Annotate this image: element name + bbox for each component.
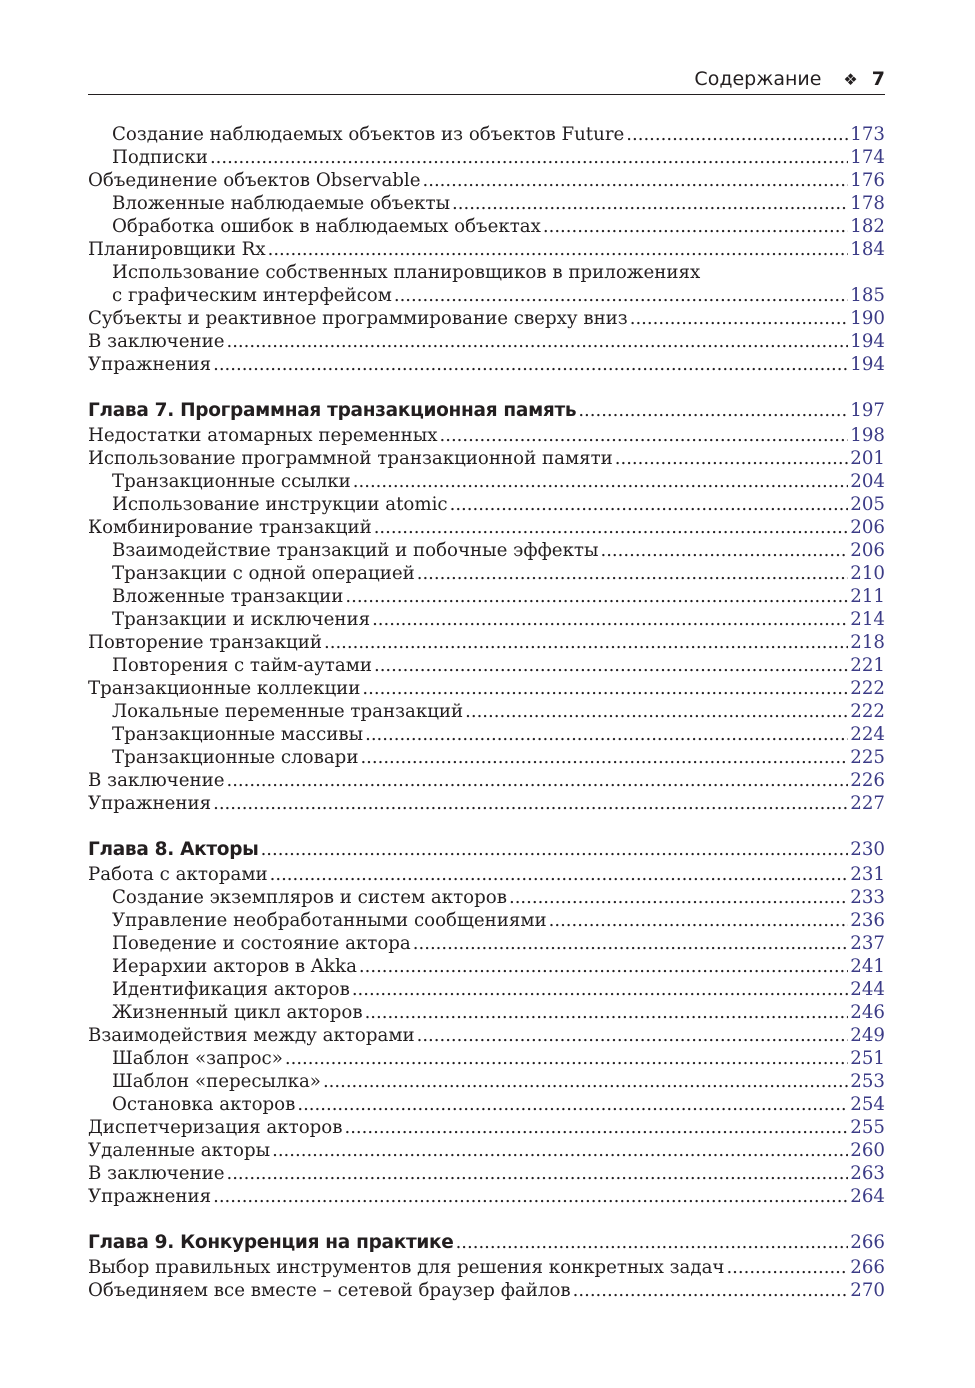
toc-entry[interactable] bbox=[88, 1001, 885, 1024]
chapter-heading[interactable] bbox=[88, 398, 885, 424]
toc-entry[interactable] bbox=[88, 631, 885, 654]
dot-leader bbox=[440, 424, 849, 447]
toc-entry[interactable] bbox=[88, 608, 885, 631]
toc-entry[interactable] bbox=[88, 792, 885, 815]
entry-title: Транзакционные словари bbox=[112, 747, 359, 768]
toc-entry[interactable] bbox=[88, 1024, 885, 1047]
dot-leader bbox=[213, 1185, 848, 1208]
toc-entry[interactable] bbox=[88, 562, 885, 585]
dot-leader bbox=[226, 330, 848, 353]
toc-entry[interactable] bbox=[88, 677, 885, 700]
entry-title: Глава 9. Конкуренция на практике bbox=[88, 1232, 454, 1253]
entry-title: Вложенные наблюдаемые объекты bbox=[112, 193, 451, 214]
dot-leader bbox=[600, 539, 848, 562]
entry-title: Создание экземпляров и систем акторов bbox=[112, 887, 507, 908]
entry-page-number[interactable]: 231 bbox=[850, 864, 885, 885]
entry-title: Глава 7. Программная транзакционная память bbox=[88, 400, 577, 421]
entry-page-number[interactable]: 198 bbox=[850, 425, 885, 446]
entry-title: Шаблон «пересылка» bbox=[112, 1071, 321, 1092]
toc-entry[interactable] bbox=[88, 470, 885, 493]
toc-entry[interactable] bbox=[88, 284, 885, 307]
entry-title: Иерархии акторов в Akka bbox=[112, 956, 357, 977]
toc-entry[interactable] bbox=[88, 169, 885, 192]
dot-leader bbox=[353, 470, 848, 493]
entry-page-number[interactable]: 230 bbox=[850, 839, 885, 860]
entry-title: Обработка ошибок в наблюдаемых объектах bbox=[112, 216, 541, 237]
entry-page-number[interactable]: 221 bbox=[850, 655, 885, 676]
entry-title: Локальные переменные транзакций bbox=[112, 701, 464, 722]
entry-title: Использование программной транзакционной памяти bbox=[88, 448, 613, 469]
toc-entry[interactable] bbox=[88, 330, 885, 353]
toc-entry[interactable] bbox=[88, 700, 885, 723]
entry-title: Планировщики Rx bbox=[88, 239, 266, 260]
entry-page-number[interactable]: 210 bbox=[850, 563, 885, 584]
entry-page-number[interactable]: 236 bbox=[850, 910, 885, 931]
dot-leader bbox=[394, 284, 848, 307]
entry-title: Комбинирование транзакций bbox=[88, 517, 372, 538]
toc-entry[interactable] bbox=[88, 932, 885, 955]
toc-entry[interactable] bbox=[88, 1279, 885, 1302]
entry-title: Работа с акторами bbox=[88, 864, 268, 885]
entry-title: Упражнения bbox=[88, 1186, 212, 1207]
entry-page-number[interactable]: 237 bbox=[850, 933, 885, 954]
entry-page-number[interactable]: 246 bbox=[850, 1002, 885, 1023]
entry-page-number[interactable]: 222 bbox=[850, 678, 885, 699]
entry-title: Шаблон «запрос» bbox=[112, 1048, 283, 1069]
entry-page-number[interactable]: 194 bbox=[850, 354, 885, 375]
dot-leader bbox=[365, 723, 848, 746]
toc-entry[interactable] bbox=[88, 123, 885, 146]
dot-leader bbox=[362, 677, 848, 700]
toc-entry[interactable] bbox=[88, 769, 885, 792]
entry-page-number[interactable]: 190 bbox=[850, 308, 885, 329]
dot-leader bbox=[226, 1162, 848, 1185]
toc-entry[interactable] bbox=[88, 539, 885, 562]
toc-entry[interactable] bbox=[88, 447, 885, 470]
running-header bbox=[88, 64, 885, 95]
dot-leader bbox=[417, 1024, 849, 1047]
entry-title: Удаленные акторы bbox=[88, 1140, 271, 1161]
dot-leader bbox=[272, 1139, 848, 1162]
toc-entry[interactable] bbox=[88, 886, 885, 909]
entry-title: В заключение bbox=[88, 331, 225, 352]
entry-page-number[interactable]: 182 bbox=[850, 216, 885, 237]
dot-leader bbox=[360, 746, 848, 769]
dot-leader bbox=[324, 631, 848, 654]
toc-entry[interactable] bbox=[88, 1185, 885, 1208]
toc-entry[interactable] bbox=[88, 978, 885, 1001]
toc-entry[interactable] bbox=[88, 353, 885, 376]
toc-entry[interactable] bbox=[88, 215, 885, 238]
dot-leader bbox=[452, 192, 848, 215]
dot-leader bbox=[543, 215, 848, 238]
entry-title: Использование инструкции atomic bbox=[112, 494, 448, 515]
entry-title: Идентификация акторов bbox=[112, 979, 350, 1000]
dot-leader bbox=[352, 978, 848, 1001]
entry-page-number[interactable]: 266 bbox=[850, 1257, 885, 1278]
page-number: 7 bbox=[871, 68, 885, 90]
toc-entry[interactable] bbox=[88, 261, 885, 284]
dot-leader bbox=[578, 398, 848, 424]
entry-page-number[interactable]: 233 bbox=[850, 887, 885, 908]
entry-page-number[interactable]: 222 bbox=[850, 701, 885, 722]
dot-leader bbox=[213, 792, 848, 815]
dot-leader bbox=[630, 307, 849, 330]
entry-title: В заключение bbox=[88, 770, 225, 791]
entry-page-number[interactable]: 184 bbox=[850, 239, 885, 260]
entry-title: Подписки bbox=[112, 147, 208, 168]
entry-page-number[interactable]: 176 bbox=[850, 170, 885, 191]
entry-title: Повторение транзакций bbox=[88, 632, 322, 653]
toc-entry[interactable] bbox=[88, 654, 885, 677]
toc-entry[interactable] bbox=[88, 238, 885, 261]
entry-title: Транзакционные ссылки bbox=[112, 471, 351, 492]
toc-entry[interactable] bbox=[88, 493, 885, 516]
entry-title: Взаимодействие транзакций и побочные эффекты bbox=[112, 540, 599, 561]
toc-entry[interactable] bbox=[88, 146, 885, 169]
entry-title: Остановка акторов bbox=[112, 1094, 296, 1115]
toc-entry[interactable] bbox=[88, 723, 885, 746]
entry-title: Выбор правильных инструментов для решения конкретных задач bbox=[88, 1257, 725, 1278]
dot-leader bbox=[413, 932, 849, 955]
dot-leader bbox=[210, 146, 848, 169]
dot-leader bbox=[372, 608, 848, 631]
dot-leader bbox=[344, 1116, 848, 1139]
entry-page-number[interactable]: 225 bbox=[850, 747, 885, 768]
entry-page-number[interactable]: 251 bbox=[850, 1048, 885, 1069]
dot-leader bbox=[359, 955, 848, 978]
entry-page-number[interactable]: 173 bbox=[850, 124, 885, 145]
entry-page-number[interactable]: 264 bbox=[850, 1186, 885, 1207]
toc-entry[interactable] bbox=[88, 1162, 885, 1185]
entry-title: Глава 8. Акторы bbox=[88, 839, 259, 860]
entry-title: Упражнения bbox=[88, 354, 212, 375]
entry-page-number[interactable]: 197 bbox=[850, 400, 885, 421]
entry-page-number[interactable]: 211 bbox=[850, 586, 885, 607]
entry-page-number[interactable]: 266 bbox=[850, 1232, 885, 1253]
entry-page-number[interactable]: 270 bbox=[850, 1280, 885, 1301]
dot-leader bbox=[226, 769, 848, 792]
toc-entry[interactable] bbox=[88, 1047, 885, 1070]
entry-title: Объединение объектов Observable bbox=[88, 170, 421, 191]
entry-page-number[interactable]: 244 bbox=[850, 979, 885, 1000]
dot-leader bbox=[323, 1070, 848, 1093]
toc-entry[interactable] bbox=[88, 909, 885, 932]
entry-page-number[interactable]: 255 bbox=[850, 1117, 885, 1138]
entry-page-number[interactable]: 241 bbox=[850, 956, 885, 977]
dot-leader bbox=[456, 1230, 849, 1256]
entry-title: Недостатки атомарных переменных bbox=[88, 425, 438, 446]
entry-title: с графическим интерфейсом bbox=[112, 285, 392, 306]
entry-page-number[interactable]: 253 bbox=[850, 1071, 885, 1092]
entry-title: Объединяем все вместе – сетевой браузер файлов bbox=[88, 1280, 571, 1301]
toc-entry[interactable] bbox=[88, 1139, 885, 1162]
toc-entry[interactable] bbox=[88, 585, 885, 608]
toc-entry[interactable] bbox=[88, 516, 885, 539]
toc-entry[interactable] bbox=[88, 1070, 885, 1093]
table-of-contents bbox=[88, 123, 885, 1302]
dot-leader bbox=[268, 238, 849, 261]
chapter-heading[interactable] bbox=[88, 837, 885, 863]
toc-entry[interactable] bbox=[88, 863, 885, 886]
entry-page-number[interactable]: 206 bbox=[850, 540, 885, 561]
entry-page-number[interactable]: 206 bbox=[850, 517, 885, 538]
dot-leader bbox=[450, 493, 849, 516]
entry-page-number[interactable]: 174 bbox=[850, 147, 885, 168]
entry-title: Транзакции с одной операцией bbox=[112, 563, 415, 584]
entry-page-number[interactable]: 178 bbox=[850, 193, 885, 214]
dot-leader bbox=[417, 562, 849, 585]
entry-page-number[interactable]: 260 bbox=[850, 1140, 885, 1161]
entry-title: Транзакционные коллекции bbox=[88, 678, 361, 699]
chapter-heading[interactable] bbox=[88, 1230, 885, 1256]
dot-leader bbox=[573, 1279, 849, 1302]
toc-entry[interactable] bbox=[88, 307, 885, 330]
entry-page-number[interactable]: 227 bbox=[850, 793, 885, 814]
dot-leader bbox=[285, 1047, 848, 1070]
dot-leader bbox=[549, 909, 849, 932]
entry-title: Повторения с тайм-аутами bbox=[112, 655, 372, 676]
entry-title: Взаимодействия между акторами bbox=[88, 1025, 415, 1046]
dot-leader bbox=[374, 516, 849, 539]
dot-leader bbox=[615, 447, 849, 470]
dot-leader bbox=[726, 1256, 848, 1279]
toc-entry[interactable] bbox=[88, 192, 885, 215]
entry-page-number[interactable]: 201 bbox=[850, 448, 885, 469]
entry-page-number[interactable]: 214 bbox=[850, 609, 885, 630]
header-title: Содержание bbox=[694, 68, 822, 90]
entry-page-number[interactable]: 263 bbox=[850, 1163, 885, 1184]
entry-title: Использование собственных планировщиков в приложениях bbox=[112, 262, 701, 283]
dot-leader bbox=[423, 169, 849, 192]
dot-leader bbox=[270, 863, 849, 886]
entry-title: Упражнения bbox=[88, 793, 212, 814]
dot-leader bbox=[626, 123, 848, 146]
entry-page-number[interactable]: 205 bbox=[850, 494, 885, 515]
entry-page-number[interactable]: 204 bbox=[850, 471, 885, 492]
ornament-icon: ❖ bbox=[843, 69, 858, 89]
entry-page-number[interactable]: 226 bbox=[850, 770, 885, 791]
dot-leader bbox=[297, 1093, 848, 1116]
toc-entry[interactable] bbox=[88, 424, 885, 447]
entry-title: В заключение bbox=[88, 1163, 225, 1184]
entry-page-number[interactable]: 249 bbox=[850, 1025, 885, 1046]
dot-leader bbox=[465, 700, 848, 723]
entry-title: Транзакции и исключения bbox=[112, 609, 371, 630]
entry-title: Диспетчеризация акторов bbox=[88, 1117, 343, 1138]
entry-title: Субъекты и реактивное программирование сверху вниз bbox=[88, 308, 628, 329]
toc-entry[interactable] bbox=[88, 746, 885, 769]
entry-page-number[interactable]: 218 bbox=[850, 632, 885, 653]
entry-page-number[interactable]: 224 bbox=[850, 724, 885, 745]
dot-leader bbox=[509, 886, 848, 909]
entry-page-number[interactable]: 254 bbox=[850, 1094, 885, 1115]
dot-leader bbox=[365, 1001, 849, 1024]
toc-entry[interactable] bbox=[88, 955, 885, 978]
dot-leader bbox=[213, 353, 848, 376]
entry-title: Вложенные транзакции bbox=[112, 586, 344, 607]
entry-title: Поведение и состояние актора bbox=[112, 933, 411, 954]
toc-entry[interactable] bbox=[88, 1256, 885, 1279]
entry-title: Жизненный цикл акторов bbox=[112, 1002, 363, 1023]
entry-title: Транзакционные массивы bbox=[112, 724, 364, 745]
entry-page-number[interactable]: 194 bbox=[850, 331, 885, 352]
entry-page-number[interactable]: 185 bbox=[850, 285, 885, 306]
dot-leader bbox=[261, 837, 849, 863]
entry-title: Создание наблюдаемых объектов из объектов Future bbox=[112, 124, 625, 145]
toc-entry[interactable] bbox=[88, 1116, 885, 1139]
entry-title: Управление необработанными сообщениями bbox=[112, 910, 547, 931]
toc-entry[interactable] bbox=[88, 1093, 885, 1116]
dot-leader bbox=[345, 585, 848, 608]
dot-leader bbox=[374, 654, 848, 677]
